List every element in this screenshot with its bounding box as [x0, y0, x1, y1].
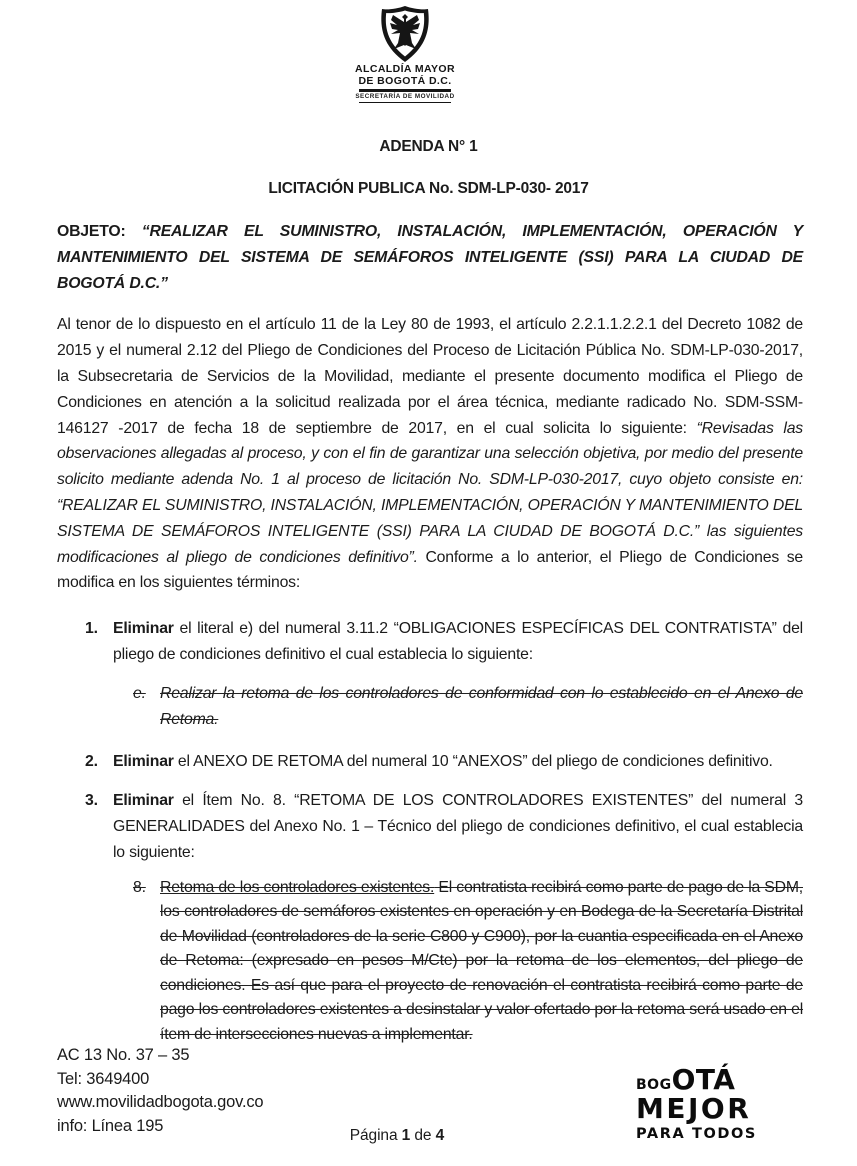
page-of: de	[410, 1127, 436, 1144]
page-prefix: Página	[349, 1127, 402, 1144]
objeto-quote: “REALIZAR EL SUMINISTRO, INSTALACIÓN, IMPLEMENTACIÓN, OPERACIÓN Y MANTENIMIENTO DEL SISTEMA DE SEMÁFOROS INTELIGENTE (SSI) PARA LA CIUDAD DE BOGOTÁ D.C.”	[57, 223, 803, 292]
doc-content	[57, 219, 803, 1064]
org-subdivider	[359, 102, 451, 103]
doc-title: ADENDA N° 1	[379, 138, 478, 155]
brand-para-todos: PARA TODOS	[636, 1126, 757, 1142]
clause-e-marker: e.	[133, 684, 146, 702]
page-total: 4	[435, 1127, 445, 1144]
list-item-3	[57, 788, 803, 865]
objeto-paragraph	[57, 219, 803, 296]
objeto-label: OBJETO:	[57, 223, 126, 240]
item-1-text: Eliminar el literal e) del numeral 3.11.2 “OBLIGACIONES ESPECÍFICAS DEL CONTRATISTA” del pliego de condiciones definitivo el cual establecia lo siguiente:	[113, 620, 803, 663]
clause-8-marker: 8.	[133, 878, 146, 896]
brand-bog: BOG	[636, 1077, 672, 1093]
body-outro: Conforme a lo anterior, el Pliego de Condiciones se modifica en los siguientes términos:	[57, 548, 803, 592]
footer-address: AC 13 No. 37 – 35	[57, 1046, 190, 1064]
org-name-line2: DE BOGOTÁ D.C.	[358, 75, 452, 87]
page-number: 1	[401, 1127, 411, 1144]
item-3-text: Eliminar el Ítem No. 8. “RETOMA DE LOS CONTROLADORES EXISTENTES” del numeral 3 GENERALIDADES del Anexo No. 1 – Técnico del pliego de condiciones definitivo, el cual establecia lo siguiente:	[113, 792, 803, 861]
brand-ota: OTÁ	[671, 1063, 736, 1096]
footer-phone: Tel: 3649400	[57, 1069, 150, 1088]
brand-logo	[636, 1063, 776, 1142]
body-quote: “Revisadas las observaciones allegadas al proceso, y con el fin de garantizar una selección objetiva, por medio del presente solicito mediante adenda No. 1 al proceso de licitación No. SDM-LP-030-2017, cuyo objeto consiste en: “REALIZAR EL SUMINISTRO, INSTALACIÓN, IMPLEMENTACIÓN, OPERACIÓN Y MANTENIMIENTO DEL SISTEMA DE SEMÁFOROS INTELIGENTE (SSI) PARA LA CIUDAD DE BOGOTÁ D.C.” las siguientes modificaciones al pliego de condiciones definitivo”.	[57, 419, 803, 566]
body-paragraph	[57, 312, 803, 596]
item-3-number: 3.	[85, 792, 98, 810]
clause-8-lead: Retoma de los controladores existentes.	[160, 878, 435, 896]
item-2-bold: Eliminar	[113, 753, 174, 771]
org-logo	[0, 5, 810, 103]
body-intro: Al tenor de lo dispuesto en el artículo 11 de la Ley 80 de 1993, el artículo 2.2.1.1.2.2.1 del Decreto 1082 de 2015 y el numeral 2.12 del Pliego de Condiciones del Proceso de Licitación Pública No. SDM-LP-030-2017, la Subsecretaria de Servicios de la Movilidad, mediante el presente documento modifica el Pliego de Condiciones en atención a la solicitud realizada por el área técnica, mediante radicado No. SDM-SSM-146127 -2017 de fecha 18 de septiembre de 2017, en el cual solicita lo siguiente:	[57, 316, 803, 437]
org-divider	[359, 89, 451, 92]
item-1-bold: Eliminar	[113, 620, 174, 638]
strike-clause-e	[133, 681, 803, 733]
item-2-text: Eliminar el ANEXO DE RETOMA del numeral 10 “ANEXOS” del pliego de condiciones definitivo.	[113, 753, 773, 771]
clause-8-text: Retoma de los controladores existentes. El contratista recibirá como parte de pago de la SDM, los controladores de semáforos existentes en operación y en Bodega de la Secretaría Distrital de Movilidad (controladores de la serie C800 y C900), por la cuantia especificada en el Anexo de Retoma: (expresado en pesos M/Cte) por la retoma de los elementos, del pliego de condiciones. Es así que para el proyecto de renovación el contratista recibirá como parte de pago los controladores existentes a desinstalar y valor ofertado por la retoma será usado en el ítem de intersecciones nuevas a implementar.	[160, 878, 803, 1043]
doc-subtitle: LICITACIÓN PUBLICA No. SDM-LP-030- 2017	[268, 180, 589, 197]
item-1-number: 1.	[85, 620, 98, 638]
list-item-1	[57, 616, 803, 668]
clause-e-text: Realizar la retoma de los controladores de conformidad con lo establecido en el Anexo de Retoma.	[160, 684, 803, 728]
brand-mejor: MEJOR	[636, 1092, 752, 1125]
item-3-bold: Eliminar	[113, 792, 174, 810]
org-name-line1: ALCALDÍA MAYOR	[355, 63, 455, 75]
coat-of-arms-icon	[379, 5, 431, 63]
strike-clause-8	[133, 876, 803, 1048]
list-item-2	[57, 749, 803, 775]
item-2-number: 2.	[85, 753, 98, 771]
org-subtitle: SECRETARÍA DE MOVILIDAD	[355, 93, 455, 100]
footer-info-line: info: Línea 195	[57, 1116, 164, 1135]
footer-website: www.movilidadbogota.gov.co	[57, 1093, 264, 1111]
footer-contact-block	[57, 1044, 263, 1138]
